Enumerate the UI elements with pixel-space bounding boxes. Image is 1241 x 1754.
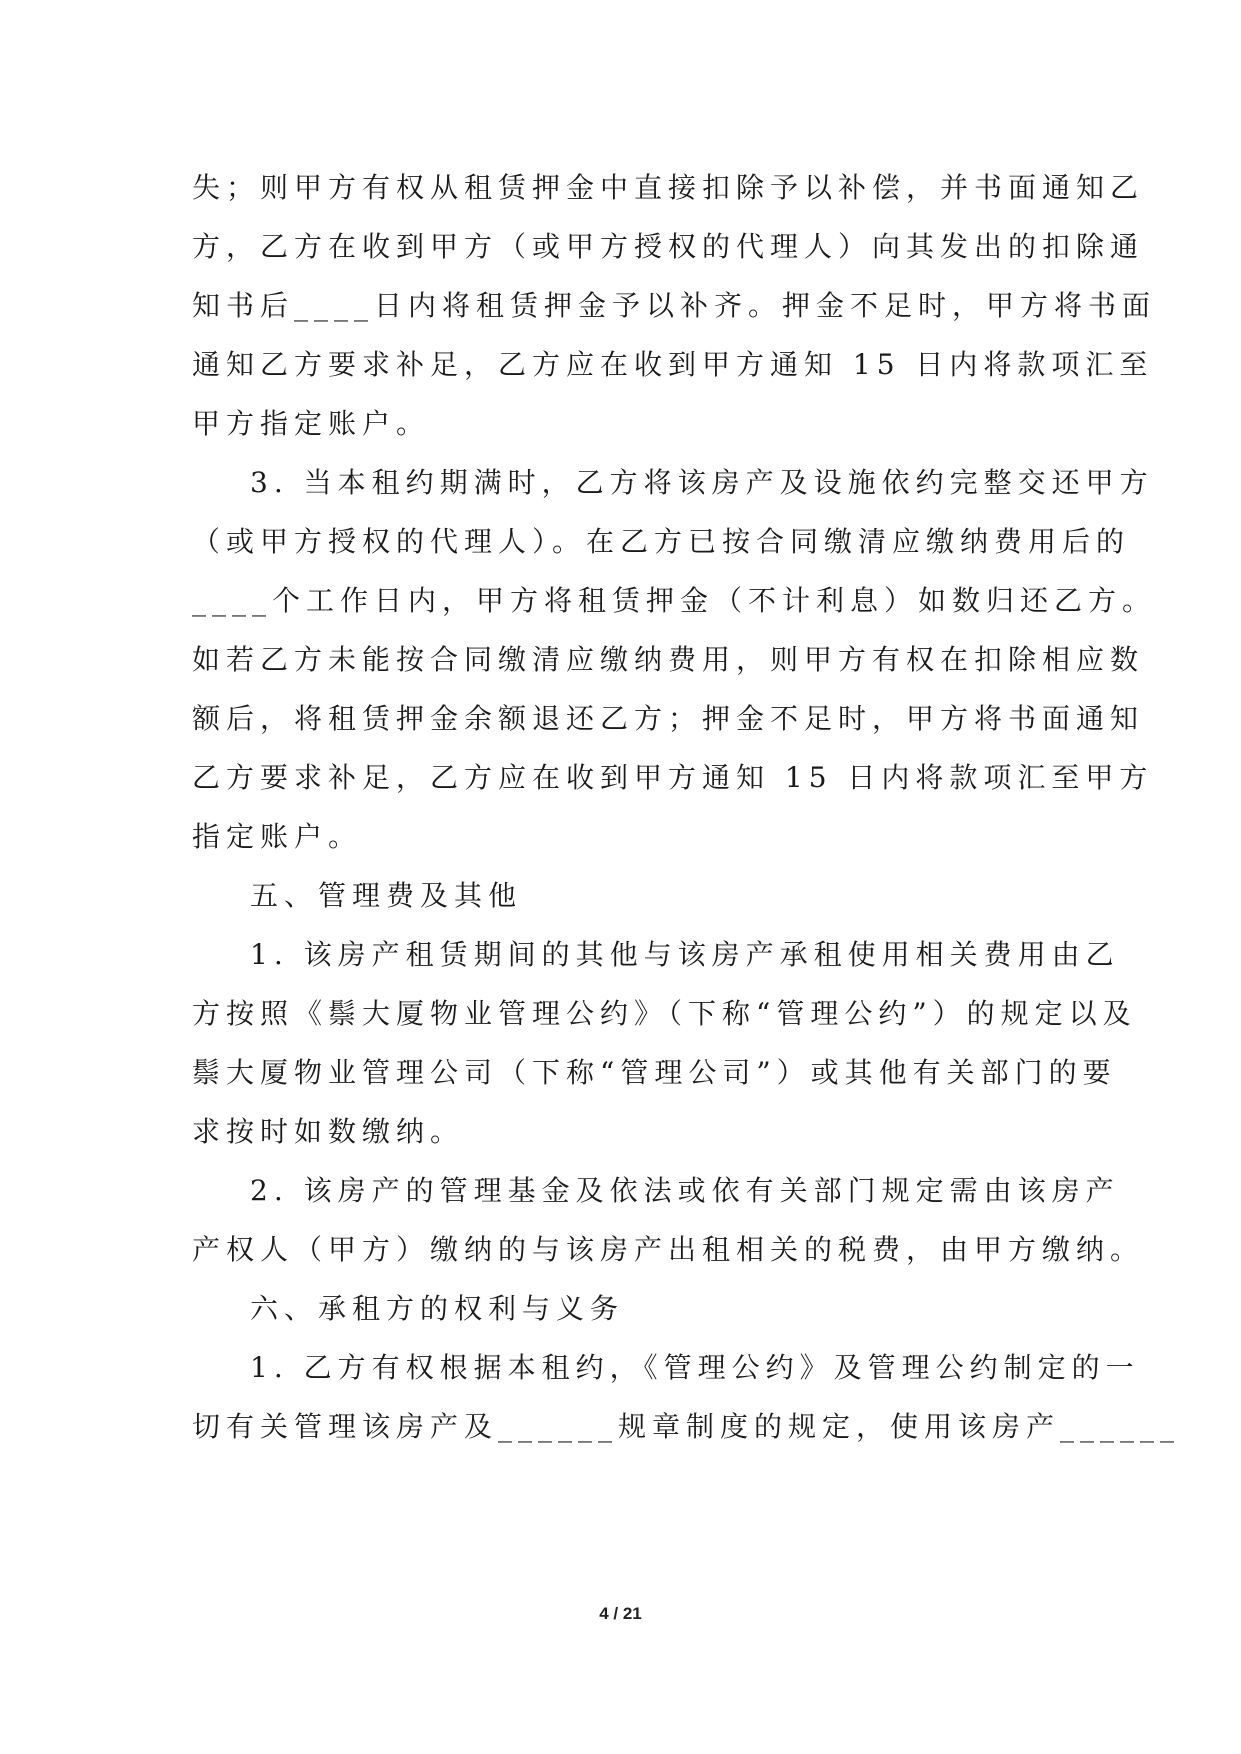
text-line: 甲方指定账户。 (192, 407, 431, 440)
text-line: 方按照《鬃大厦物业管理公约》（下称“管理公约”）的规定以及 (192, 997, 1137, 1030)
section-heading-6: 六、承租方的权利与义务 (250, 1292, 625, 1325)
text-line: 失；则甲方有权从租赁押金中直接扣除予以补偿，并书面通知乙 (192, 171, 1145, 204)
clause-2-first-line: 2. 该房产的管理基金及依法或依有关部门规定需由该房产 (250, 1174, 1120, 1207)
text-line: 如若乙方未能按合同缴清应缴纳费用，则甲方有权在扣除相应数 (192, 643, 1145, 676)
text-line: 额后，将租赁押金余额退还乙方；押金不足时，甲方将书面通知 (192, 702, 1145, 735)
text-line: 指定账户。 (192, 820, 363, 853)
text-line: 求按时如数缴纳。 (192, 1115, 465, 1148)
text-line: 知书后____日内将租赁押金予以补齐。押金不足时，甲方将书面 (192, 289, 1157, 322)
text-line: 乙方要求补足，乙方应在收到甲方通知 15 日内将款项汇至甲方 (192, 761, 1154, 794)
clause-1-first-line: 1. 乙方有权根据本租约，《管理公约》及管理公约制定的一 (250, 1351, 1140, 1384)
text-line: 产权人（甲方）缴纳的与该房产出租相关的税费，由甲方缴纳。 (192, 1233, 1145, 1266)
clause-1-first-line: 1. 该房产租赁期间的其他与该房产承租使用相关费用由乙 (250, 938, 1120, 971)
text-line: 鬃大厦物业管理公司（下称“管理公司”）或其他有关部门的要 (192, 1056, 1117, 1089)
text-line: 通知乙方要求补足，乙方应在收到甲方通知 15 日内将款项汇至 (192, 348, 1154, 381)
text-line: （或甲方授权的代理人）。在乙方已按合同缴清应缴纳费用后的 (192, 525, 1131, 558)
section-heading-5: 五、管理费及其他 (250, 879, 523, 912)
text-line: 方，乙方在收到甲方（或甲方授权的代理人）向其发出的扣除通 (192, 230, 1145, 263)
page-number: 4 / 21 (599, 1604, 642, 1623)
text-line: 切有关管理该房产及______规章制度的规定，使用该房产______ (192, 1410, 1181, 1443)
text-line: ____个工作日内，甲方将租赁押金（不计利息）如数归还乙方。 (192, 584, 1157, 617)
clause-3-first-line: 3. 当本租约期满时，乙方将该房产及设施依约完整交还甲方 (250, 466, 1154, 499)
document-body (192, 158, 1181, 1456)
